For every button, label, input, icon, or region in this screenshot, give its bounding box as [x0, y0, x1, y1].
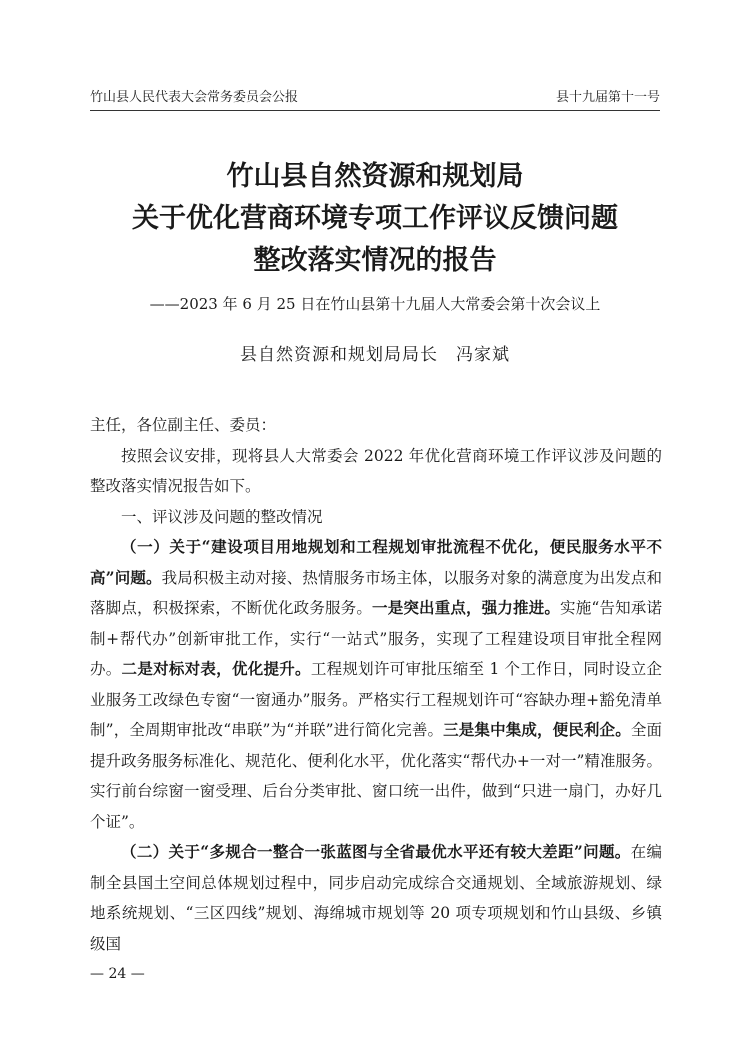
item-2-text: 在编制全县国土空间总体规划过程中，同步启动完成综合交通规划、全域旅游规划、绿地系统规划、“三区四线”规划、海绵城市规划等 20 项专项规划和竹山县级、乡镇级国 [90, 843, 662, 953]
item-1-paragraph [90, 532, 662, 837]
intro-paragraph: 按照会议安排，现将县人大常委会 2022 年优化营商环境工作评议涉及问题的整改落实情况报告如下。 [90, 446, 662, 495]
item-1-point-1-label: 一是突出重点，强力推进。 [372, 598, 561, 617]
title-line-1: 竹山县自然资源和规划局 [226, 161, 524, 192]
item-1-heading: （一）关于“建设项目用地规划和工程规划审批流程不优化，便民服务水平不高”问题。 [90, 537, 662, 587]
report-body [90, 410, 662, 959]
item-1-point-3-text: 全面提升政务服务标准化、规范化、便利化水平，优化落实“帮代办+一对一”精准服务。实行前台综窗一窗受理、后台分类审批、窗口统一出件，做到“只进一扇门，办好几个证”。 [90, 721, 662, 831]
salutation: 主任，各位副主任、委员： [90, 416, 277, 434]
title-line-3: 整改落实情况的报告 [253, 245, 497, 276]
report-author: 县自然资源和规划局局长 冯家斌 [240, 345, 510, 365]
page-number: — 24 — [90, 966, 145, 982]
page-header [90, 88, 660, 111]
report-title [90, 156, 660, 282]
item-2-paragraph [90, 837, 662, 959]
header-issue-number: 县十九届第十一号 [555, 90, 660, 105]
item-1-point-3-label: 三是集中集成，便民利企。 [443, 720, 631, 739]
item-1-point-1-text: 实施“告知承诺制+帮代办”创新审批工作，实行“一站式”服务，实现了工程建设项目审批全程网办。 [90, 599, 662, 678]
item-1-text: 我局积极主动对接、热情服务市场主体，以服务对象的满意度为出发点和落脚点，积极探索，不断优化政务服务。 [90, 568, 662, 617]
header-publication-name: 竹山县人民代表大会常务委员会公报 [90, 90, 299, 105]
item-1-point-2-label: 二是对标对表，优化提升。 [121, 659, 311, 678]
report-subtitle: ——2023 年 6 月 25 日在竹山县第十九届人大常委会第十次会议上 [149, 295, 601, 313]
item-2-heading: （二）关于“多规合一整合一张蓝图与全省最优水平还有较大差距”问题。 [121, 842, 631, 861]
section-heading: 一、评议涉及问题的整改情况 [121, 507, 323, 526]
title-line-2: 关于优化营商环境专项工作评议反馈问题 [132, 203, 618, 234]
item-1-point-2-text: 工程规划许可审批压缩至 1 个工作日，同时设立企业服务工改绿色专窗“一窗通办”服务。严格实行工程规划许可“容缺办理+豁免清单制”，全周期审批改“串联”为“并联”进行简化完善。 [90, 660, 662, 739]
